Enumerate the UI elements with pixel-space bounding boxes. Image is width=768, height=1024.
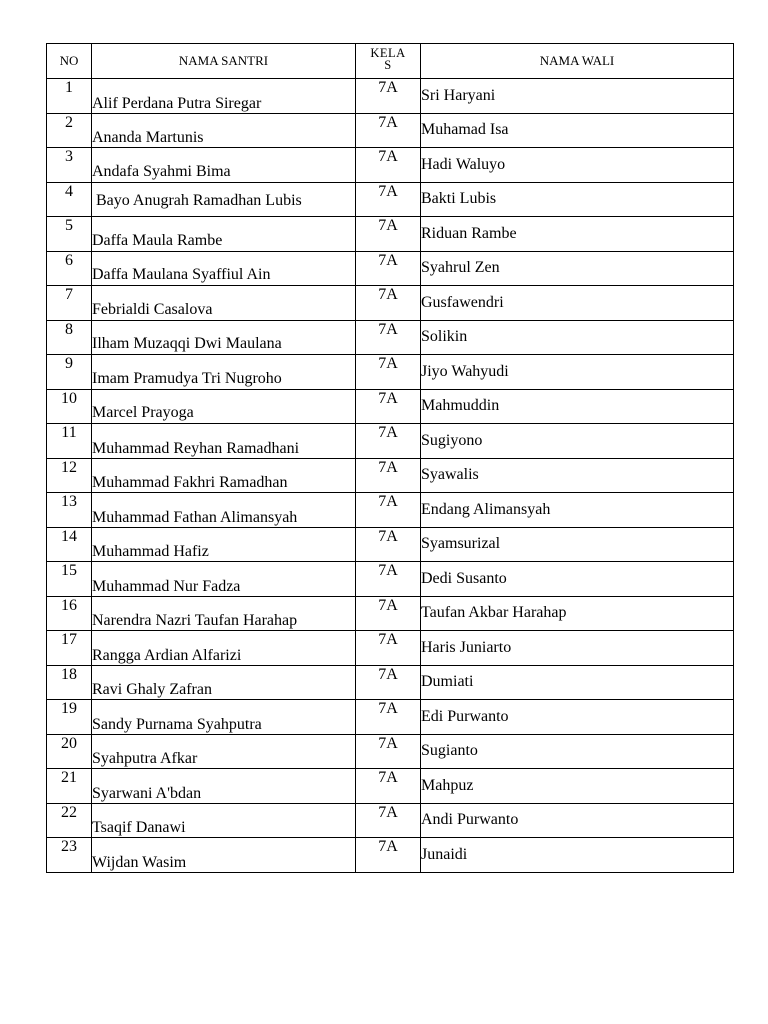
table-row [47, 493, 734, 528]
table-row [47, 458, 734, 493]
row-number: 3 [47, 148, 92, 183]
guardian-name: Syawalis [421, 458, 734, 493]
table-row [47, 596, 734, 631]
table-row [47, 148, 734, 183]
table-row [47, 769, 734, 804]
class-cell: 7A [356, 182, 421, 217]
header-kelas [356, 44, 421, 79]
guardian-name: Junaidi [421, 838, 734, 873]
student-name: Alif Perdana Putra Siregar [92, 79, 356, 114]
class-cell: 7A [356, 734, 421, 769]
table-row [47, 562, 734, 597]
guardian-name: Syahrul Zen [421, 251, 734, 286]
row-number: 2 [47, 113, 92, 148]
row-number: 19 [47, 700, 92, 735]
student-name: Febrialdi Casalova [92, 286, 356, 321]
header-kelas-line1: KELA [370, 46, 406, 60]
guardian-name: Syamsurizal [421, 527, 734, 562]
row-number: 8 [47, 320, 92, 355]
class-cell: 7A [356, 527, 421, 562]
row-number: 5 [47, 217, 92, 252]
class-cell: 7A [356, 148, 421, 183]
table-row [47, 286, 734, 321]
student-name: Rangga Ardian Alfarizi [92, 631, 356, 666]
row-number: 21 [47, 769, 92, 804]
guardian-name: Andi Purwanto [421, 803, 734, 838]
guardian-name: Mahmuddin [421, 389, 734, 424]
student-name: Ravi Ghaly Zafran [92, 665, 356, 700]
table-row [47, 113, 734, 148]
table-row [47, 182, 734, 217]
table-row [47, 803, 734, 838]
guardian-name: Gusfawendri [421, 286, 734, 321]
row-number: 4 [47, 182, 92, 217]
student-name: Daffa Maulana Syaffiul Ain [92, 251, 356, 286]
table-row [47, 355, 734, 390]
header-row [47, 44, 734, 79]
student-name: Muhammad Nur Fadza [92, 562, 356, 597]
student-name: Narendra Nazri Taufan Harahap [92, 596, 356, 631]
table-row [47, 631, 734, 666]
guardian-name: Taufan Akbar Harahap [421, 596, 734, 631]
table-row [47, 527, 734, 562]
student-name: Muhammad Fakhri Ramadhan [92, 458, 356, 493]
student-name: Wijdan Wasim [92, 838, 356, 873]
class-cell: 7A [356, 320, 421, 355]
guardian-name: Sugiyono [421, 424, 734, 459]
class-cell: 7A [356, 389, 421, 424]
guardian-name: Jiyo Wahyudi [421, 355, 734, 390]
class-cell: 7A [356, 113, 421, 148]
header-no: NO [47, 44, 92, 79]
class-cell: 7A [356, 596, 421, 631]
guardian-name: Muhamad Isa [421, 113, 734, 148]
student-name: Sandy Purnama Syahputra [92, 700, 356, 735]
class-cell: 7A [356, 631, 421, 666]
row-number: 22 [47, 803, 92, 838]
student-name: Muhammad Fathan Alimansyah [92, 493, 356, 528]
row-number: 12 [47, 458, 92, 493]
row-number: 14 [47, 527, 92, 562]
student-name: Tsaqif Danawi [92, 803, 356, 838]
student-name: Ananda Martunis [92, 113, 356, 148]
student-roster-table [46, 43, 734, 873]
class-cell: 7A [356, 79, 421, 114]
student-name: Syarwani A'bdan [92, 769, 356, 804]
student-name: Marcel Prayoga [92, 389, 356, 424]
table-row [47, 734, 734, 769]
guardian-name: Edi Purwanto [421, 700, 734, 735]
student-name: Andafa Syahmi Bima [92, 148, 356, 183]
guardian-name: Mahpuz [421, 769, 734, 804]
table-row [47, 665, 734, 700]
row-number: 23 [47, 838, 92, 873]
table-row [47, 389, 734, 424]
class-cell: 7A [356, 700, 421, 735]
student-name: Muhammad Reyhan Ramadhani [92, 424, 356, 459]
class-cell: 7A [356, 424, 421, 459]
class-cell: 7A [356, 803, 421, 838]
student-name: Muhammad Hafiz [92, 527, 356, 562]
row-number: 9 [47, 355, 92, 390]
class-cell: 7A [356, 665, 421, 700]
student-name: Bayo Anugrah Ramadhan Lubis [92, 182, 356, 217]
table-row [47, 424, 734, 459]
guardian-name: Riduan Rambe [421, 217, 734, 252]
row-number: 6 [47, 251, 92, 286]
row-number: 18 [47, 665, 92, 700]
guardian-name: Bakti Lubis [421, 182, 734, 217]
row-number: 11 [47, 424, 92, 459]
row-number: 17 [47, 631, 92, 666]
class-cell: 7A [356, 562, 421, 597]
class-cell: 7A [356, 838, 421, 873]
header-kelas-line2: S [384, 58, 392, 72]
class-cell: 7A [356, 458, 421, 493]
table-row [47, 217, 734, 252]
guardian-name: Solikin [421, 320, 734, 355]
header-nama-wali: NAMA WALI [421, 44, 734, 79]
table-row [47, 320, 734, 355]
class-cell: 7A [356, 355, 421, 390]
guardian-name: Dumiati [421, 665, 734, 700]
table-row [47, 700, 734, 735]
guardian-name: Dedi Susanto [421, 562, 734, 597]
row-number: 7 [47, 286, 92, 321]
guardian-name: Sri Haryani [421, 79, 734, 114]
class-cell: 7A [356, 493, 421, 528]
row-number: 16 [47, 596, 92, 631]
row-number: 15 [47, 562, 92, 597]
guardian-name: Hadi Waluyo [421, 148, 734, 183]
student-name: Daffa Maula Rambe [92, 217, 356, 252]
row-number: 13 [47, 493, 92, 528]
class-cell: 7A [356, 769, 421, 804]
table-row [47, 79, 734, 114]
guardian-name: Endang Alimansyah [421, 493, 734, 528]
class-cell: 7A [356, 251, 421, 286]
student-name: Imam Pramudya Tri Nugroho [92, 355, 356, 390]
row-number: 20 [47, 734, 92, 769]
student-name: Syahputra Afkar [92, 734, 356, 769]
class-cell: 7A [356, 286, 421, 321]
guardian-name: Sugianto [421, 734, 734, 769]
row-number: 1 [47, 79, 92, 114]
table-row [47, 838, 734, 873]
guardian-name: Haris Juniarto [421, 631, 734, 666]
class-cell: 7A [356, 217, 421, 252]
table-row [47, 251, 734, 286]
header-nama-santri: NAMA SANTRI [92, 44, 356, 79]
table-body [47, 79, 734, 873]
table-header [47, 44, 734, 79]
student-name: Ilham Muzaqqi Dwi Maulana [92, 320, 356, 355]
row-number: 10 [47, 389, 92, 424]
